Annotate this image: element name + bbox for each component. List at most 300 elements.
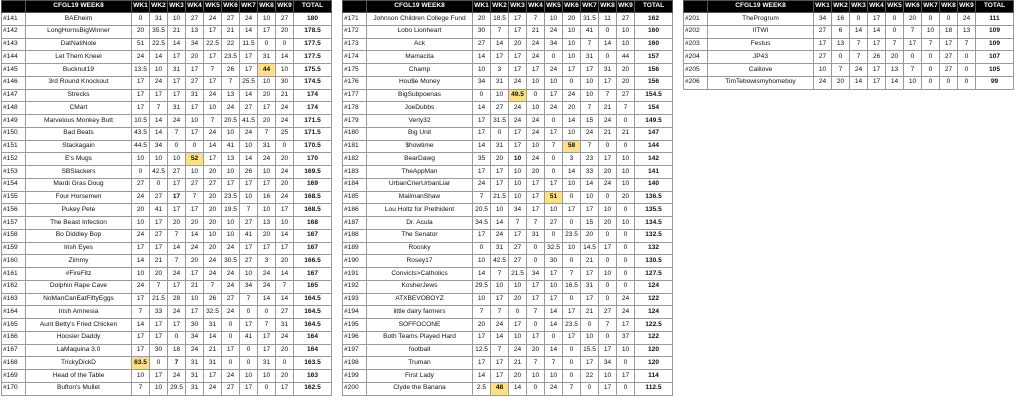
week-score-cell: 17 (240, 382, 258, 395)
week-score-cell: 10 (509, 191, 527, 204)
week-score-cell: 10 (222, 229, 240, 242)
header-total: TOTAL (294, 1, 332, 13)
week-score-cell: 17 (186, 268, 204, 281)
week-score-cell: 0 (150, 357, 168, 370)
rank-cell: #147 (2, 89, 26, 102)
total-cell: 154 (635, 102, 673, 115)
week-score-cell: 7 (509, 217, 527, 230)
team-name-cell: Hoosier Daddy (26, 331, 132, 344)
week-score-cell: 20 (186, 255, 204, 268)
week-score-cell: 10 (545, 76, 563, 89)
table-row (343, 382, 673, 395)
week-score-cell: 17 (599, 344, 617, 357)
rank-cell: #167 (2, 344, 26, 357)
week-score-cell: 0 (240, 357, 258, 370)
week-score-cell: 17 (509, 64, 527, 77)
week-score-cell: 10 (150, 64, 168, 77)
table-row (2, 51, 332, 64)
team-name-cell: Bucknut19 (26, 64, 132, 77)
week-score-cell: 24 (204, 382, 222, 395)
week-score-cell: 7 (599, 89, 617, 102)
table-row (343, 166, 673, 179)
week-score-cell: 17 (545, 178, 563, 191)
week-score-cell: 30 (150, 344, 168, 357)
table-row (684, 76, 1014, 89)
week-score-cell: 0 (940, 76, 958, 89)
week-score-cell: 24 (814, 76, 832, 89)
week-score-cell: 24 (186, 344, 204, 357)
week-score-cell: 31 (150, 13, 168, 26)
week-score-cell: 27 (186, 76, 204, 89)
week-score-cell: 16 (258, 191, 276, 204)
week-score-cell: 22.5 (150, 38, 168, 51)
week-score-cell: 3 (258, 255, 276, 268)
week-score-cell: 27 (509, 255, 527, 268)
week-score-cell: 31 (527, 229, 545, 242)
week-score-cell: 7 (168, 255, 186, 268)
rank-cell: #168 (2, 357, 26, 370)
team-name-cell: NoManCanEatFiftyEggs (26, 293, 132, 306)
table-row (343, 127, 673, 140)
week-score-cell: 20 (204, 166, 222, 179)
header-blank (343, 1, 367, 13)
week-score-cell: 17 (150, 89, 168, 102)
week-score-cell: 17 (509, 319, 527, 332)
week-score-cell: 24 (168, 115, 186, 128)
week-score-cell: 17 (186, 102, 204, 115)
week-score-cell: 20 (527, 344, 545, 357)
week-score-cell: 10 (150, 153, 168, 166)
week-score-cell: 0 (886, 25, 904, 38)
week-score-cell: 24 (545, 25, 563, 38)
week-score-cell: 24 (204, 13, 222, 26)
team-name-cell: IITWI (708, 25, 814, 38)
week-score-cell: 33 (581, 166, 599, 179)
week-score-cell: 31 (258, 140, 276, 153)
team-name-cell: Lou Holtz for Prethident (367, 204, 473, 217)
week-score-cell: 7 (132, 382, 150, 395)
week-score-cell: 17 (581, 268, 599, 281)
week-score-cell: 32.5 (545, 242, 563, 255)
table-row (2, 153, 332, 166)
week-score-cell: 0 (563, 357, 581, 370)
week-score-cell: 10 (527, 370, 545, 383)
week-score-cell: 31 (581, 280, 599, 293)
week-score-cell: 17 (581, 357, 599, 370)
week-score-cell: 14 (473, 51, 491, 64)
week-score-cell: 24 (222, 268, 240, 281)
week-score-cell: 10 (527, 76, 545, 89)
team-name-cell: Roosky (367, 242, 473, 255)
week-score-cell: 31 (491, 242, 509, 255)
week-score-cell: 58 (563, 140, 581, 153)
week-score-cell: 17 (527, 64, 545, 77)
rank-cell: #169 (2, 370, 26, 383)
total-cell: 124 (635, 280, 673, 293)
week-score-cell: 24 (132, 51, 150, 64)
week-score-cell: 17 (240, 64, 258, 77)
week-score-cell: 17 (132, 331, 150, 344)
header-week: WK6 (563, 1, 581, 13)
table-row (343, 115, 673, 128)
week-score-cell: 27 (509, 242, 527, 255)
week-score-cell: 27 (599, 306, 617, 319)
week-score-cell: 0 (886, 13, 904, 26)
week-score-cell: 7 (168, 357, 186, 370)
week-score-cell: 27 (204, 178, 222, 191)
week-score-cell: 31 (186, 382, 204, 395)
rank-cell: #192 (343, 280, 367, 293)
week-score-cell: 30 (276, 76, 294, 89)
week-score-cell: 27 (240, 102, 258, 115)
week-score-cell: 0 (276, 357, 294, 370)
week-score-cell: 17 (617, 370, 635, 383)
week-score-cell: 7 (527, 306, 545, 319)
table-row (343, 293, 673, 306)
week-score-cell: 0 (276, 140, 294, 153)
team-name-cell: Irish Amnesia (26, 306, 132, 319)
total-cell: 170 (294, 153, 332, 166)
team-name-cell: Big Unit (367, 127, 473, 140)
week-score-cell: 17 (491, 166, 509, 179)
week-score-cell: 17 (473, 115, 491, 128)
table-row (2, 242, 332, 255)
team-name-cell: Aunt Betty's Fried Chicken (26, 319, 132, 332)
week-score-cell: 14 (168, 242, 186, 255)
table-row (2, 38, 332, 51)
table-row (684, 13, 1014, 26)
week-score-cell: 17 (509, 25, 527, 38)
table-row (343, 242, 673, 255)
total-cell: 167 (294, 242, 332, 255)
week-score-cell: 20 (204, 217, 222, 230)
header-week: WK2 (491, 1, 509, 13)
total-cell: 169.5 (294, 166, 332, 179)
week-score-cell: 27 (168, 166, 186, 179)
week-score-cell: 21.5 (491, 191, 509, 204)
week-score-cell: 0 (617, 280, 635, 293)
week-score-cell: 10 (132, 153, 150, 166)
week-score-cell: 17 (186, 64, 204, 77)
week-score-cell: 7 (186, 191, 204, 204)
total-cell: 114 (635, 370, 673, 383)
total-cell: 136.5 (635, 191, 673, 204)
week-score-cell: 21 (222, 25, 240, 38)
week-score-cell: 24 (545, 102, 563, 115)
week-score-cell: 24 (222, 280, 240, 293)
week-score-cell: 34 (814, 13, 832, 26)
week-score-cell: 7 (491, 306, 509, 319)
total-cell: 169 (294, 178, 332, 191)
week-score-cell: 14 (150, 115, 168, 128)
week-score-cell: 14 (886, 76, 904, 89)
week-score-cell: 7 (581, 140, 599, 153)
table-row (343, 153, 673, 166)
week-score-cell: 31.5 (581, 13, 599, 26)
rank-cell: #160 (2, 255, 26, 268)
total-cell: 164 (294, 344, 332, 357)
total-cell: 165 (294, 280, 332, 293)
week-score-cell: 7 (958, 38, 976, 51)
total-cell: 109 (976, 25, 1014, 38)
week-score-cell: 17 (150, 242, 168, 255)
week-score-cell: 24 (150, 76, 168, 89)
total-cell: 174.5 (294, 76, 332, 89)
header-blank (2, 1, 26, 13)
table-row (343, 344, 673, 357)
week-score-cell: 0 (958, 51, 976, 64)
header-title: CFGL19 WEEK8 (26, 1, 132, 13)
week-score-cell: 14 (509, 382, 527, 395)
week-score-cell: 0 (527, 319, 545, 332)
week-score-cell: 17 (276, 204, 294, 217)
total-cell: 178.5 (294, 25, 332, 38)
week-score-cell: 24 (509, 115, 527, 128)
team-name-cell: Champ (367, 64, 473, 77)
total-cell: 174 (294, 89, 332, 102)
week-score-cell: 17 (150, 331, 168, 344)
header-week: WK1 (814, 1, 832, 13)
week-score-cell: 31.5 (491, 115, 509, 128)
week-score-cell: 0 (186, 140, 204, 153)
week-score-cell: 17 (940, 38, 958, 51)
week-score-cell: 7 (581, 102, 599, 115)
week-score-cell: 24 (204, 89, 222, 102)
rank-cell: #156 (2, 204, 26, 217)
week-score-cell: 17 (581, 64, 599, 77)
week-score-cell: 0 (240, 344, 258, 357)
week-score-cell: 10 (258, 204, 276, 217)
rank-cell: #173 (343, 38, 367, 51)
team-name-cell: UrbanCrierUrbanLiar (367, 178, 473, 191)
total-cell: 111 (976, 13, 1014, 26)
table-row (343, 13, 673, 26)
team-name-cell: The Senator (367, 229, 473, 242)
table-row (2, 127, 332, 140)
week-score-cell: 17 (222, 178, 240, 191)
team-name-cell: Bad Beats (26, 127, 132, 140)
week-score-cell: 14 (168, 38, 186, 51)
week-score-cell: 10 (527, 102, 545, 115)
total-cell: 120 (635, 344, 673, 357)
header-blank (684, 1, 708, 13)
table-row (2, 89, 332, 102)
week-score-cell: 15 (581, 217, 599, 230)
week-score-cell: 20 (276, 370, 294, 383)
week-score-cell: 0 (599, 331, 617, 344)
week-score-cell: 21 (186, 280, 204, 293)
week-score-cell: 17 (814, 38, 832, 51)
week-score-cell: 14 (204, 331, 222, 344)
week-score-cell: 14 (240, 25, 258, 38)
week-score-cell: 28 (168, 293, 186, 306)
week-score-cell: 13 (958, 25, 976, 38)
rank-cell: #177 (343, 89, 367, 102)
rank-cell: #178 (343, 102, 367, 115)
week-score-cell: 10 (258, 166, 276, 179)
week-score-cell: 17 (473, 127, 491, 140)
rank-cell: #183 (343, 166, 367, 179)
header-row (684, 1, 1014, 13)
week-score-cell: 10 (563, 25, 581, 38)
week-score-cell: 24 (599, 115, 617, 128)
week-score-cell: 10 (599, 268, 617, 281)
week-score-cell: 20 (204, 204, 222, 217)
rank-cell: #181 (343, 140, 367, 153)
week-score-cell: 17 (168, 178, 186, 191)
week-score-cell: 34 (473, 76, 491, 89)
week-score-cell: 7 (491, 25, 509, 38)
week-score-cell: 20 (132, 25, 150, 38)
total-cell: 132.5 (635, 229, 673, 242)
rank-cell: #176 (343, 76, 367, 89)
week-score-cell: 27 (240, 255, 258, 268)
week-score-cell: 14 (276, 229, 294, 242)
week-score-cell: 14 (581, 178, 599, 191)
week-score-cell: 0 (617, 204, 635, 217)
week-score-cell: 17 (168, 76, 186, 89)
table-row (343, 140, 673, 153)
week-score-cell: 27 (222, 293, 240, 306)
week-score-cell: 27 (150, 229, 168, 242)
week-score-cell: 14 (850, 25, 868, 38)
rank-cell: #166 (2, 331, 26, 344)
table-row (2, 25, 332, 38)
week-score-cell: 24 (509, 102, 527, 115)
week-score-cell: 24 (276, 191, 294, 204)
rank-cell: #199 (343, 370, 367, 383)
week-score-cell: 29.5 (168, 382, 186, 395)
total-cell: 160 (635, 25, 673, 38)
table-row (2, 306, 332, 319)
rank-cell: #161 (2, 268, 26, 281)
week-score-cell: 10 (545, 370, 563, 383)
week-score-cell: 17 (491, 178, 509, 191)
week-score-cell: 26 (222, 64, 240, 77)
rank-cell: #188 (343, 229, 367, 242)
week-score-cell: 10 (258, 76, 276, 89)
table-row (2, 331, 332, 344)
week-score-cell: 17 (599, 382, 617, 395)
week-score-cell: 17 (258, 102, 276, 115)
week-score-cell: 20 (904, 13, 922, 26)
week-score-cell: 23.5 (563, 319, 581, 332)
week-score-cell: 17 (491, 370, 509, 383)
week-score-cell: 27 (940, 51, 958, 64)
week-score-cell: 10 (599, 204, 617, 217)
week-score-cell: 41 (150, 204, 168, 217)
week-score-cell: 14 (473, 140, 491, 153)
total-cell: 177.5 (294, 38, 332, 51)
week-score-cell: 31 (204, 357, 222, 370)
week-score-cell: 0 (563, 76, 581, 89)
week-score-cell: 31 (276, 319, 294, 332)
week-score-cell: 7 (545, 357, 563, 370)
week-score-cell: 24 (276, 166, 294, 179)
team-name-cell: 3rd Round Knockout (26, 76, 132, 89)
team-name-cell: Dr. Acula (367, 217, 473, 230)
rank-cell: #148 (2, 102, 26, 115)
week-score-cell: 13 (222, 153, 240, 166)
week-score-cell: 0 (599, 140, 617, 153)
week-score-cell: 20 (509, 293, 527, 306)
team-name-cell: Strecks (26, 89, 132, 102)
week-score-cell: 26 (204, 293, 222, 306)
week-score-cell: 24 (563, 89, 581, 102)
week-score-cell: 7 (168, 229, 186, 242)
week-score-cell: 0 (168, 140, 186, 153)
week-score-cell: 10 (527, 140, 545, 153)
week-score-cell: 17 (527, 280, 545, 293)
team-name-cell: Verly32 (367, 115, 473, 128)
total-cell: 162.5 (294, 382, 332, 395)
rank-cell: #171 (343, 13, 367, 26)
week-score-cell: 14 (545, 306, 563, 319)
rank-cell: #203 (684, 38, 708, 51)
table-body (2, 13, 332, 396)
week-score-cell: 10 (617, 344, 635, 357)
week-score-cell: 7 (545, 140, 563, 153)
week-score-cell: 17 (186, 127, 204, 140)
week-score-cell: 24 (132, 191, 150, 204)
total-cell: 122.5 (635, 319, 673, 332)
week-score-cell: 24 (132, 280, 150, 293)
rank-cell: #200 (343, 382, 367, 395)
week-score-cell: 10 (491, 204, 509, 217)
week-score-cell: 0 (473, 242, 491, 255)
week-score-cell: 27 (617, 13, 635, 26)
week-score-cell: 37 (617, 331, 635, 344)
week-score-cell: 31 (599, 64, 617, 77)
week-score-cell: 10.5 (132, 115, 150, 128)
week-score-cell: 0 (545, 166, 563, 179)
rank-cell: #196 (343, 331, 367, 344)
team-name-cell: SBSlackers (26, 166, 132, 179)
rank-cell: #154 (2, 178, 26, 191)
week-score-cell: 31 (168, 102, 186, 115)
team-name-cell: Mardi Gras Doug (26, 178, 132, 191)
team-name-cell: CMart (26, 102, 132, 115)
table-row (343, 76, 673, 89)
week-score-cell: 0 (599, 255, 617, 268)
week-score-cell: 0 (904, 51, 922, 64)
team-name-cell: Both Teams Played Hard (367, 331, 473, 344)
table-row (2, 382, 332, 395)
table-row (343, 357, 673, 370)
rank-cell: #186 (343, 204, 367, 217)
header-week: WK9 (958, 1, 976, 13)
week-score-cell: 17 (868, 64, 886, 77)
header-week: WK1 (473, 1, 491, 13)
week-score-cell: 7 (204, 115, 222, 128)
team-name-cell: little dairy farmers (367, 306, 473, 319)
week-score-cell: 24 (222, 370, 240, 383)
rank-cell: #197 (343, 344, 367, 357)
week-score-cell: 14 (150, 127, 168, 140)
week-score-cell: 17 (599, 76, 617, 89)
week-score-cell: 0 (617, 242, 635, 255)
team-name-cell: Stackagain (26, 140, 132, 153)
week-score-cell: 10 (473, 293, 491, 306)
week-score-cell: 0 (958, 64, 976, 77)
week-score-cell: 17 (509, 51, 527, 64)
week-score-cell: 15 (581, 115, 599, 128)
week-score-cell: 51 (132, 38, 150, 51)
week-score-cell: 21 (150, 255, 168, 268)
header-week: WK3 (850, 1, 868, 13)
total-cell: 99 (976, 76, 1014, 89)
week-score-cell: 17 (168, 89, 186, 102)
